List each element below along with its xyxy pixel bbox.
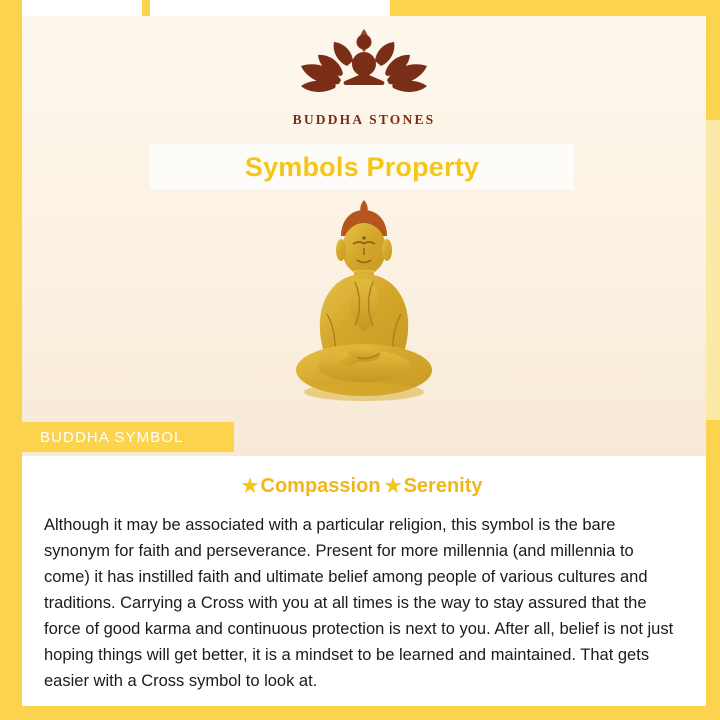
- keyword-serenity: Serenity: [403, 475, 483, 497]
- frame-edge-right: [706, 420, 720, 720]
- symbol-tag: [22, 422, 234, 452]
- page-title: Symbols Property: [244, 151, 480, 182]
- buddha-illustration: [22, 194, 706, 424]
- frame-corner-right: [704, 0, 720, 120]
- seated-buddha-illustration: [269, 194, 459, 419]
- star-icon: ★: [384, 476, 402, 497]
- frame-edge-left: [0, 0, 22, 720]
- brand-logo: [22, 28, 706, 128]
- frame-edge-bottom: [0, 706, 720, 720]
- lotus-meditation-icon: [22, 28, 706, 106]
- symbol-tag-label: BUDDHA SYMBOL: [40, 428, 184, 446]
- description-paragraph: Although it may be associated with a particular religion, this symbol is the bare synonym for faith and perseverance. Present for more millennia (and millennia to come) it has instilled faith and ultimate belief among people of various cultures and traditions. Carrying a Cross with you at all times is the way to stay assured that the force of good karma and continuous protection is next to you. After all, belief is not just hoping things will get better, it is a mindset to be learned and maintained. That gets easier with a Cross symbol to look at.: [44, 516, 674, 690]
- keyword-row: [22, 475, 706, 498]
- brand-name: BUDDHA STONES: [292, 112, 436, 127]
- frame-notch-top: [150, 0, 390, 16]
- star-icon: ★: [241, 476, 259, 497]
- title-banner: [150, 144, 574, 190]
- keyword-compassion: Compassion: [260, 475, 381, 497]
- frame-corner-top-right: [470, 0, 720, 16]
- content-card: [22, 16, 706, 706]
